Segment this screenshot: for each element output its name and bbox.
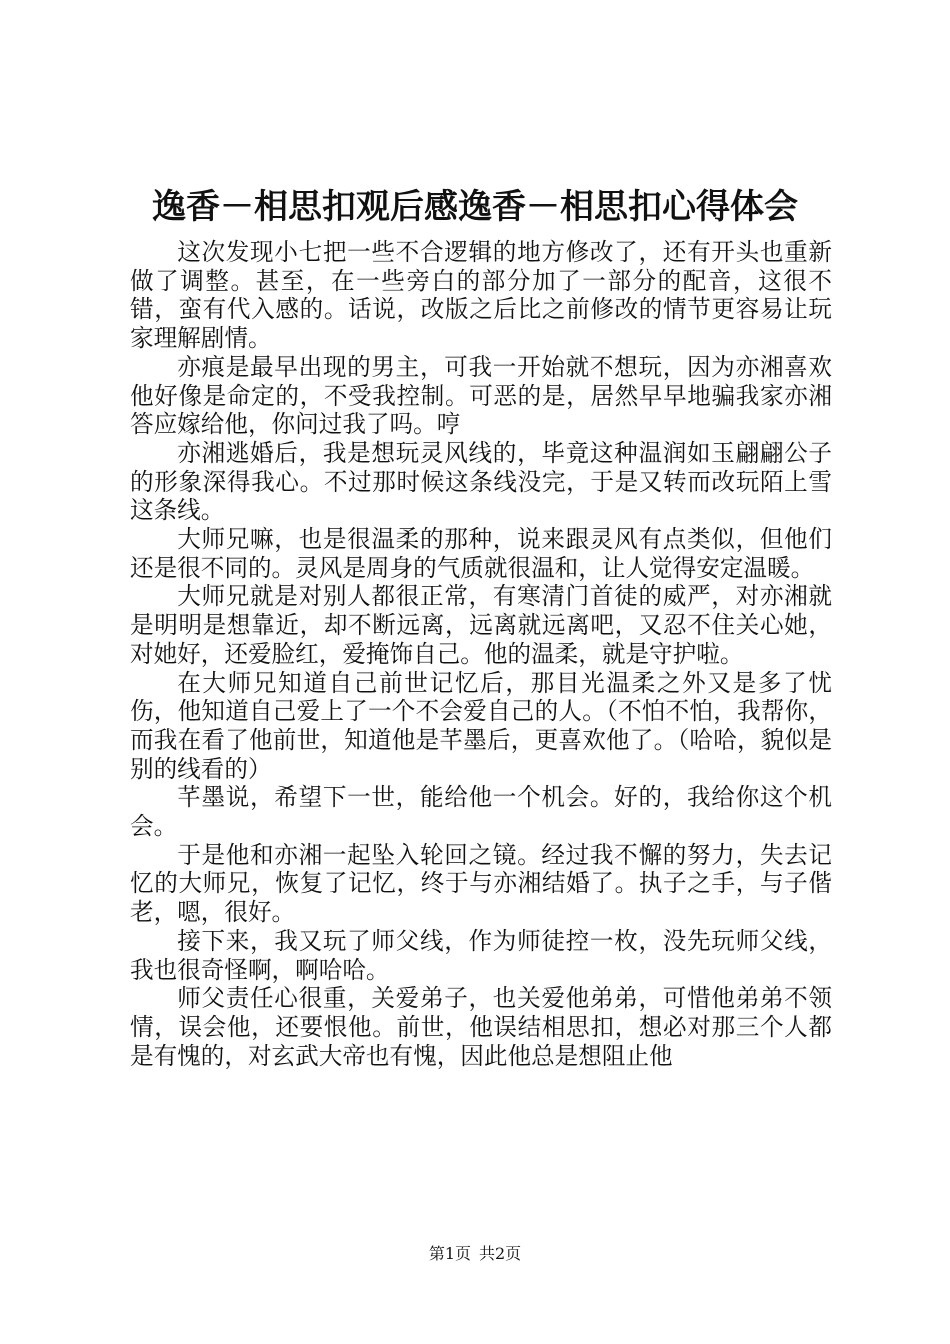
- paragraph: 在大师兄知道自己前世记忆后，那目光温柔之外又是多了忧伤，他知道自己爱上了一个不会爱自己的人。（不怕不怕，我帮你，而我在看了他前世，知道他是芊墨后，更喜欢他了。（哈哈，貌似是别的线看的）: [130, 668, 832, 783]
- page-number: 第1页: [428, 1244, 471, 1263]
- paragraph: 这次发现小七把一些不合逻辑的地方修改了，还有开头也重新做了调整。甚至，在一些旁白的部分加了一部分的配音，这很不错，蛮有代入感的。话说，改版之后比之前修改的情节更容易让玩家理解剧情。: [130, 238, 832, 353]
- paragraph: 芊墨说，希望下一世，能给他一个机会。好的，我给你这个机会。: [130, 783, 832, 841]
- document-title: 逸香－相思扣观后感逸香－相思扣心得体会: [152, 187, 798, 227]
- paragraph: 亦湘逃婚后，我是想玩灵风线的，毕竟这种温润如玉翩翩公子的形象深得我心。不过那时候这条线没完，于是又转而改玩陌上雪这条线。: [130, 438, 832, 525]
- paragraph: 大师兄就是对别人都很正常，有寒清门首徒的威严，对亦湘就是明明是想靠近，却不断远离，远离就远离吧，又忍不住关心她，对她好，还爱脸红，爱掩饰自己。他的温柔，就是守护啦。: [130, 582, 832, 668]
- paragraph: 于是他和亦湘一起坠入轮回之镜。经过我不懈的努力，失去记忆的大师兄，恢复了记忆，终于与亦湘结婚了。执子之手，与子偕老，嗯，很好。: [130, 840, 832, 927]
- paragraph: 接下来，我又玩了师父线，作为师徒控一枚，没先玩师父线，我也很奇怪啊，啊哈哈。: [130, 926, 832, 984]
- page-footer: [0, 1243, 950, 1265]
- paragraph: 师父责任心很重，关爱弟子，也关爱他弟弟，可惜他弟弟不领情，误会他，还要恨他。前世，他误结相思扣，想必对那三个人都是有愧的，对玄武大帝也有愧，因此他总是想阻止他: [130, 984, 832, 1070]
- paragraph: 亦痕是最早出现的男主，可我一开始就不想玩，因为亦湘喜欢他好像是命定的，不受我控制。可恶的是，居然早早地骗我家亦湘答应嫁给他，你问过我了吗。哼: [130, 352, 832, 439]
- paragraph: 大师兄嘛，也是很温柔的那种，说来跟灵风有点类似，但他们还是很不同的。灵风是周身的气质就很温和，让人觉得安定温暖。: [130, 525, 832, 582]
- page-total: 共2页: [479, 1244, 522, 1263]
- document-body: [130, 238, 832, 1070]
